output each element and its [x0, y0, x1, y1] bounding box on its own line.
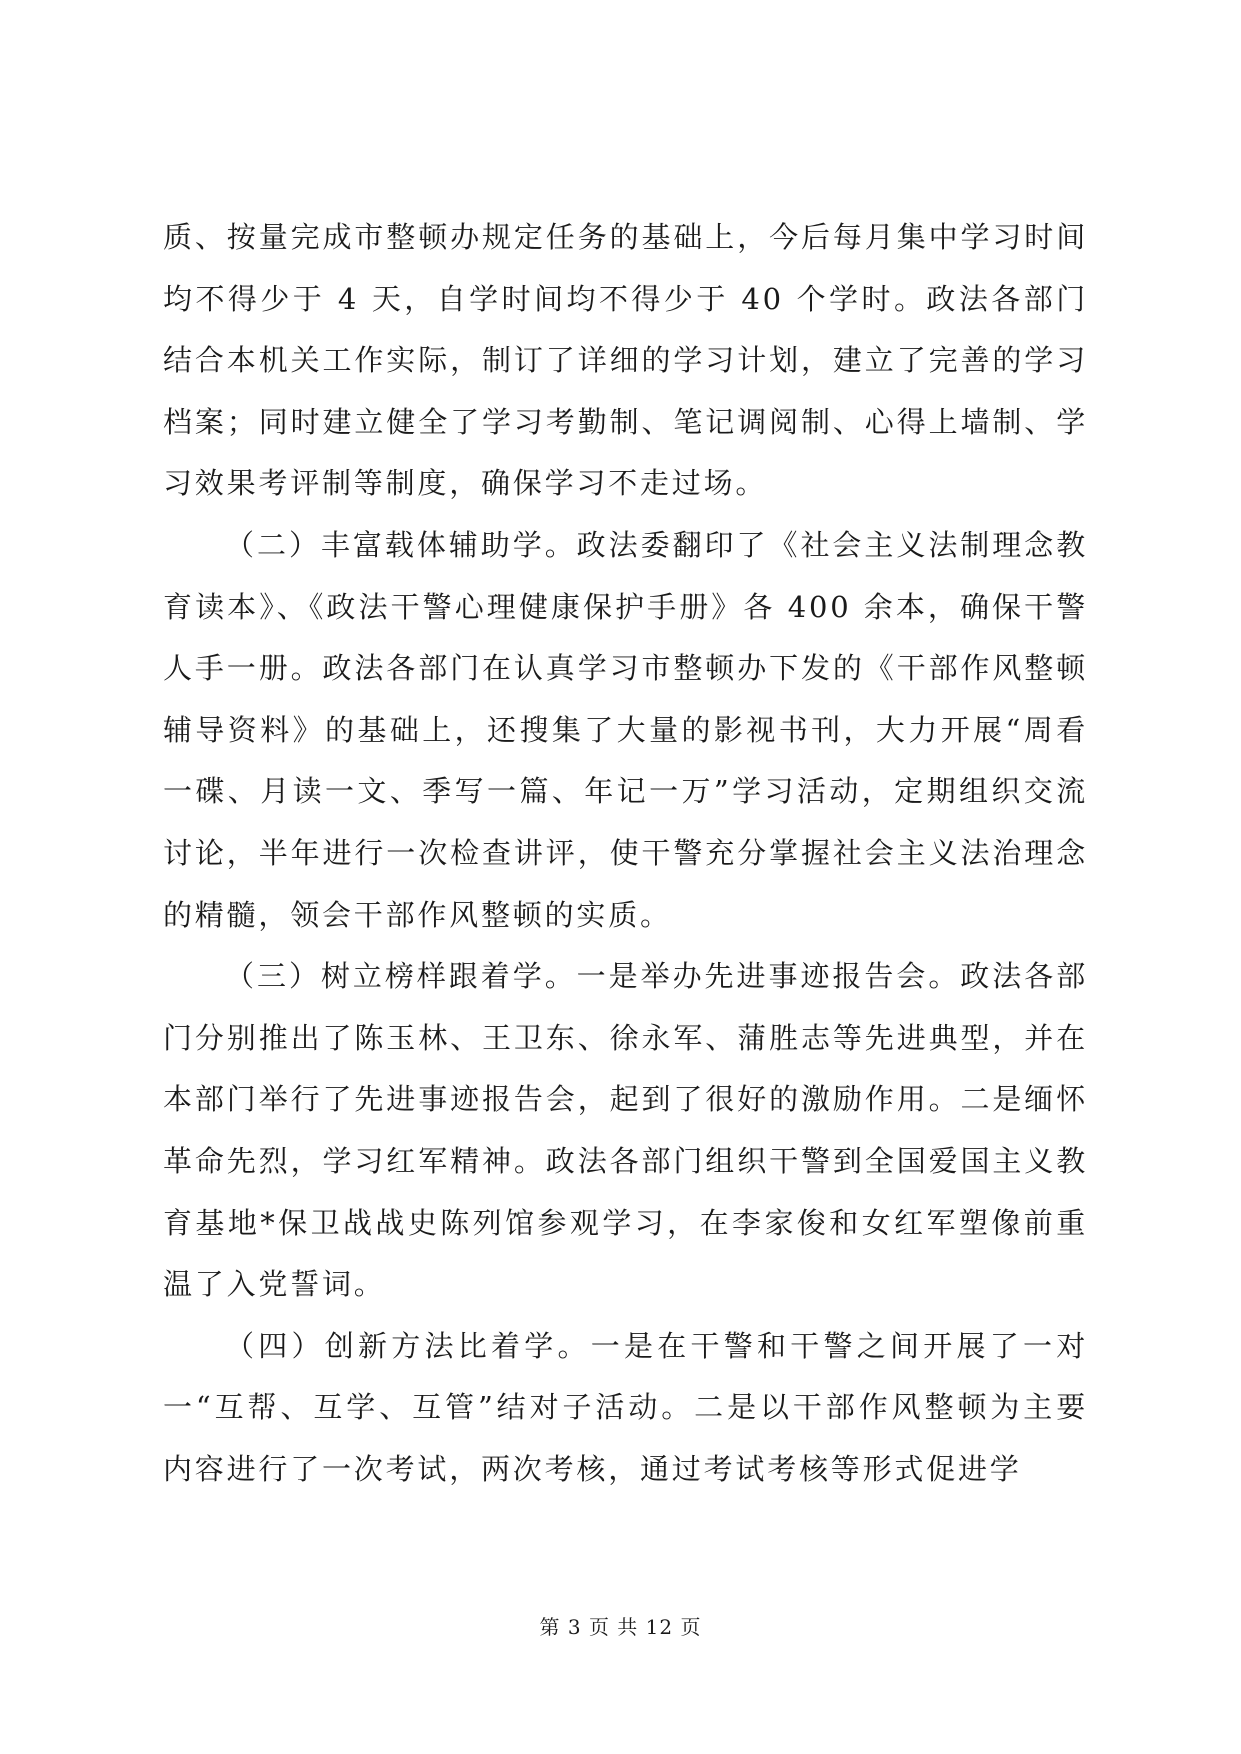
document-body [163, 207, 1088, 1500]
paragraph-2: （二）丰富载体辅助学。政法委翻印了《社会主义法制理念教育读本》、《政法干警心理健康保护手册》各 400 余本，确保干警人手一册。政法各部门在认真学习市整顿办下发的《干部作风整顿辅导资料》的基础上，还搜集了大量的影视书刊，大力开展“周看一碟、月读一文、季写一篇、年记一万”学习活动，定期组织交流讨论，半年进行一次检查讲评，使干警充分掌握社会主义法治理念的精髓，领会干部作风整顿的实质。 [163, 527, 1088, 932]
paragraph-4: （四）创新方法比着学。一是在干警和干警之间开展了一对一“互帮、互学、互管”结对子活动。二是以干部作风整顿为主要内容进行了一次考试，两次考核，通过考试考核等形式促进学 [163, 1328, 1088, 1486]
paragraph-3: （三）树立榜样跟着学。一是举办先进事迹报告会。政法各部门分别推出了陈玉林、王卫东、徐永军、蒲胜志等先进典型，并在本部门举行了先进事迹报告会，起到了很好的激励作用。二是缅怀革命先烈，学习红军精神。政法各部门组织干警到全国爱国主义教育基地*保卫战战史陈列馆参观学习，在李家俊和女红军塑像前重温了入党誓词。 [163, 959, 1088, 1302]
page-number-footer: 第 3 页 共 12 页 [539, 1615, 702, 1639]
paragraph-1: 质、按量完成市整顿办规定任务的基础上，今后每月集中学习时间均不得少于 4 天，自学时间均不得少于 40 个学时。政法各部门结合本机关工作实际，制订了详细的学习计划，建立了完善的学习档案；同时建立健全了学习考勤制、笔记调阅制、心得上墙制、学习效果考评制等制度，确保学习不走过场。 [163, 220, 1088, 501]
